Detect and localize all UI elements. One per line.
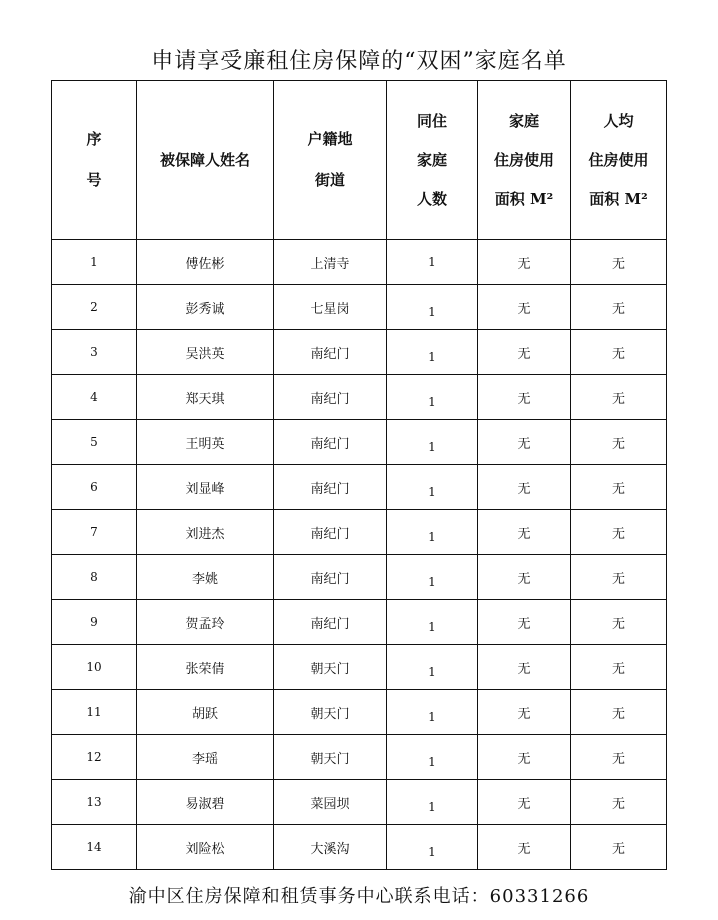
cell-name-text: 易淑碧 [185, 796, 225, 812]
cell-family-area-text: 无 [517, 346, 531, 362]
cell-name-text: 贺孟玲 [185, 616, 225, 632]
cell-index-text: 14 [86, 839, 102, 854]
header-per-capita-area [571, 81, 667, 240]
header-household-line-3: 人数 [416, 189, 447, 208]
table-row [52, 285, 667, 330]
cell-street [274, 780, 387, 825]
cell-street-text: 南纪门 [310, 436, 350, 452]
cell-street-text: 南纪门 [310, 571, 350, 587]
header-per-capita-area-line-1: 人均 [603, 111, 634, 130]
cell-family-area [478, 285, 571, 330]
table-row [52, 555, 667, 600]
cell-street-text: 南纪门 [310, 616, 350, 632]
cell-per-capita-area-text: 无 [611, 616, 625, 632]
cell-per-capita-area-text: 无 [611, 256, 625, 272]
cell-street [274, 330, 387, 375]
header-household-line-2: 家庭 [416, 150, 447, 169]
cell-street-text: 朝天门 [310, 751, 350, 767]
cell-index-text: 12 [86, 749, 102, 764]
cell-per-capita-area-text: 无 [611, 796, 625, 812]
cell-household [387, 825, 478, 870]
cell-street [274, 510, 387, 555]
cell-family-area-text: 无 [517, 256, 531, 272]
table-row [52, 240, 667, 285]
cell-name-text: 刘险松 [185, 841, 225, 857]
cell-family-area-text: 无 [517, 526, 531, 542]
cell-index [52, 735, 137, 780]
cell-family-area-text: 无 [517, 616, 531, 632]
cell-family-area [478, 600, 571, 645]
cell-name [137, 825, 274, 870]
cell-name-text: 王明英 [185, 436, 225, 452]
header-street-line-1: 户籍地 [307, 130, 353, 148]
cell-family-area [478, 690, 571, 735]
cell-family-area [478, 465, 571, 510]
cell-street-text: 朝天门 [310, 661, 350, 677]
header-family-area-line-1: 家庭 [508, 111, 539, 130]
cell-street [274, 240, 387, 285]
cell-per-capita-area-text: 无 [611, 571, 625, 587]
table-row [52, 465, 667, 510]
table-row [52, 510, 667, 555]
cell-index [52, 555, 137, 600]
cell-name-text: 李瑶 [191, 751, 218, 767]
cell-index-text: 2 [90, 299, 98, 314]
cell-street [274, 645, 387, 690]
cell-per-capita-area-text: 无 [611, 841, 625, 857]
cell-name-text: 彭秀诚 [185, 301, 225, 317]
cell-per-capita-area [571, 600, 667, 645]
header-household-line-1: 同住 [416, 111, 447, 130]
cell-street-text: 大溪沟 [310, 841, 350, 857]
header-index [52, 81, 137, 240]
cell-name-text: 李姚 [191, 571, 218, 587]
cell-street-text: 南纪门 [310, 481, 350, 497]
cell-per-capita-area [571, 735, 667, 780]
cell-name [137, 330, 274, 375]
cell-name [137, 375, 274, 420]
cell-household [387, 330, 478, 375]
cell-name [137, 285, 274, 330]
cell-street-text: 南纪门 [310, 526, 350, 542]
cell-family-area-text: 无 [517, 706, 531, 722]
table-row [52, 375, 667, 420]
cell-household-text: 1 [428, 304, 436, 319]
cell-name-text: 刘进杰 [185, 526, 225, 542]
cell-index-text: 4 [90, 389, 98, 404]
cell-street [274, 600, 387, 645]
cell-street-text: 朝天门 [310, 706, 350, 722]
cell-street [274, 375, 387, 420]
family-list-table [51, 80, 667, 870]
header-name [137, 81, 274, 240]
cell-family-area [478, 330, 571, 375]
cell-family-area-text: 无 [517, 751, 531, 767]
table-row [52, 735, 667, 780]
cell-name [137, 555, 274, 600]
table-row [52, 645, 667, 690]
cell-index-text: 9 [90, 614, 98, 629]
cell-household [387, 780, 478, 825]
cell-index-text: 1 [90, 254, 98, 269]
cell-per-capita-area [571, 510, 667, 555]
cell-per-capita-area [571, 690, 667, 735]
cell-per-capita-area [571, 420, 667, 465]
header-name-line-1: 被保障人姓名 [159, 150, 250, 169]
cell-index-text: 3 [90, 344, 98, 359]
cell-household-text: 1 [428, 394, 436, 409]
cell-index-text: 5 [90, 434, 98, 449]
header-family-area-line-3: 面积 M² [494, 189, 554, 208]
cell-index [52, 780, 137, 825]
cell-index [52, 465, 137, 510]
cell-household-text: 1 [428, 619, 436, 634]
table-header-row [52, 81, 667, 240]
cell-name [137, 780, 274, 825]
cell-per-capita-area [571, 240, 667, 285]
cell-family-area-text: 无 [517, 436, 531, 452]
cell-street-text: 南纪门 [310, 346, 350, 362]
cell-family-area-text: 无 [517, 661, 531, 677]
cell-index [52, 510, 137, 555]
header-per-capita-area-line-3: 面积 M² [589, 189, 648, 208]
cell-name [137, 240, 274, 285]
cell-per-capita-area [571, 330, 667, 375]
header-family-area-line-2: 住房使用 [493, 150, 554, 169]
cell-family-area-text: 无 [517, 796, 531, 812]
cell-household [387, 555, 478, 600]
cell-index-text: 13 [86, 794, 102, 809]
cell-family-area [478, 510, 571, 555]
table-row [52, 780, 667, 825]
document-title: 申请享受廉租住房保障的“双困”家庭名单 [151, 49, 567, 74]
cell-index [52, 645, 137, 690]
cell-index [52, 690, 137, 735]
cell-street [274, 690, 387, 735]
cell-name-text: 刘显峰 [185, 481, 225, 497]
header-household [387, 81, 478, 240]
cell-street [274, 420, 387, 465]
cell-street-text: 上清寺 [310, 256, 350, 272]
cell-per-capita-area-text: 无 [611, 481, 625, 497]
cell-per-capita-area-text: 无 [611, 661, 625, 677]
header-index-line-2: 号 [86, 171, 102, 189]
table-row [52, 825, 667, 870]
cell-household-text: 1 [428, 664, 436, 679]
cell-household [387, 600, 478, 645]
cell-family-area-text: 无 [517, 481, 531, 497]
cell-index-text: 7 [90, 524, 98, 539]
cell-index [52, 330, 137, 375]
cell-name [137, 420, 274, 465]
cell-family-area [478, 420, 571, 465]
cell-family-area-text: 无 [517, 841, 531, 857]
cell-household [387, 375, 478, 420]
cell-per-capita-area-text: 无 [611, 436, 625, 452]
cell-per-capita-area [571, 375, 667, 420]
table-row [52, 420, 667, 465]
cell-name [137, 510, 274, 555]
cell-family-area-text: 无 [517, 301, 531, 317]
header-family-area [478, 81, 571, 240]
cell-per-capita-area [571, 285, 667, 330]
cell-per-capita-area-text: 无 [611, 706, 625, 722]
cell-per-capita-area-text: 无 [611, 391, 625, 407]
cell-name-text: 郑天琪 [185, 391, 225, 407]
cell-street [274, 285, 387, 330]
cell-per-capita-area-text: 无 [611, 301, 625, 317]
table-row [52, 600, 667, 645]
cell-household [387, 645, 478, 690]
cell-household [387, 285, 478, 330]
cell-household-text: 1 [428, 254, 436, 269]
cell-index-text: 11 [86, 704, 102, 719]
header-street [274, 81, 387, 240]
cell-per-capita-area [571, 825, 667, 870]
cell-index [52, 420, 137, 465]
cell-household [387, 420, 478, 465]
header-index-line-1: 序 [86, 130, 102, 148]
cell-per-capita-area [571, 465, 667, 510]
cell-family-area-text: 无 [517, 391, 531, 407]
cell-street [274, 735, 387, 780]
cell-family-area [478, 555, 571, 600]
cell-index [52, 240, 137, 285]
cell-household [387, 735, 478, 780]
cell-family-area [478, 240, 571, 285]
cell-household-text: 1 [428, 799, 436, 814]
cell-family-area-text: 无 [517, 571, 531, 587]
cell-household-text: 1 [428, 484, 436, 499]
cell-family-area [478, 735, 571, 780]
cell-household-text: 1 [428, 439, 436, 454]
header-street-line-2: 街道 [314, 171, 345, 189]
cell-household [387, 510, 478, 555]
cell-street [274, 465, 387, 510]
cell-name-text: 胡跃 [191, 706, 218, 722]
cell-street [274, 555, 387, 600]
cell-street [274, 825, 387, 870]
cell-per-capita-area-text: 无 [611, 751, 625, 767]
cell-household-text: 1 [428, 844, 436, 859]
cell-name [137, 465, 274, 510]
table-row [52, 690, 667, 735]
cell-family-area [478, 645, 571, 690]
cell-family-area [478, 780, 571, 825]
cell-street-text: 南纪门 [310, 391, 350, 407]
cell-per-capita-area [571, 555, 667, 600]
cell-name [137, 735, 274, 780]
cell-index [52, 600, 137, 645]
cell-index [52, 285, 137, 330]
cell-household-text: 1 [428, 529, 436, 544]
cell-per-capita-area [571, 645, 667, 690]
contact-footer: 渝中区住房保障和租赁事务中心联系电话：60331266 [128, 886, 590, 907]
header-per-capita-area-line-2: 住房使用 [588, 150, 649, 169]
cell-name-text: 张荣倩 [185, 661, 225, 677]
table-row [52, 330, 667, 375]
cell-household-text: 1 [428, 349, 436, 364]
cell-household-text: 1 [428, 574, 436, 589]
cell-household-text: 1 [428, 709, 436, 724]
cell-name [137, 600, 274, 645]
cell-per-capita-area-text: 无 [611, 346, 625, 362]
cell-index-text: 6 [90, 479, 98, 494]
cell-household-text: 1 [428, 754, 436, 769]
cell-household [387, 465, 478, 510]
cell-household [387, 690, 478, 735]
cell-per-capita-area-text: 无 [611, 526, 625, 542]
cell-street-text: 菜园坝 [310, 796, 350, 812]
cell-name-text: 吴洪英 [185, 346, 225, 362]
cell-index-text: 10 [86, 659, 102, 674]
cell-name [137, 645, 274, 690]
table-body [52, 240, 667, 870]
cell-per-capita-area [571, 780, 667, 825]
cell-household [387, 240, 478, 285]
cell-name [137, 690, 274, 735]
cell-family-area [478, 375, 571, 420]
cell-index [52, 825, 137, 870]
cell-name-text: 傅佐彬 [185, 256, 225, 272]
cell-index [52, 375, 137, 420]
cell-street-text: 七星岗 [310, 301, 350, 317]
cell-index-text: 8 [90, 569, 98, 584]
cell-family-area [478, 825, 571, 870]
